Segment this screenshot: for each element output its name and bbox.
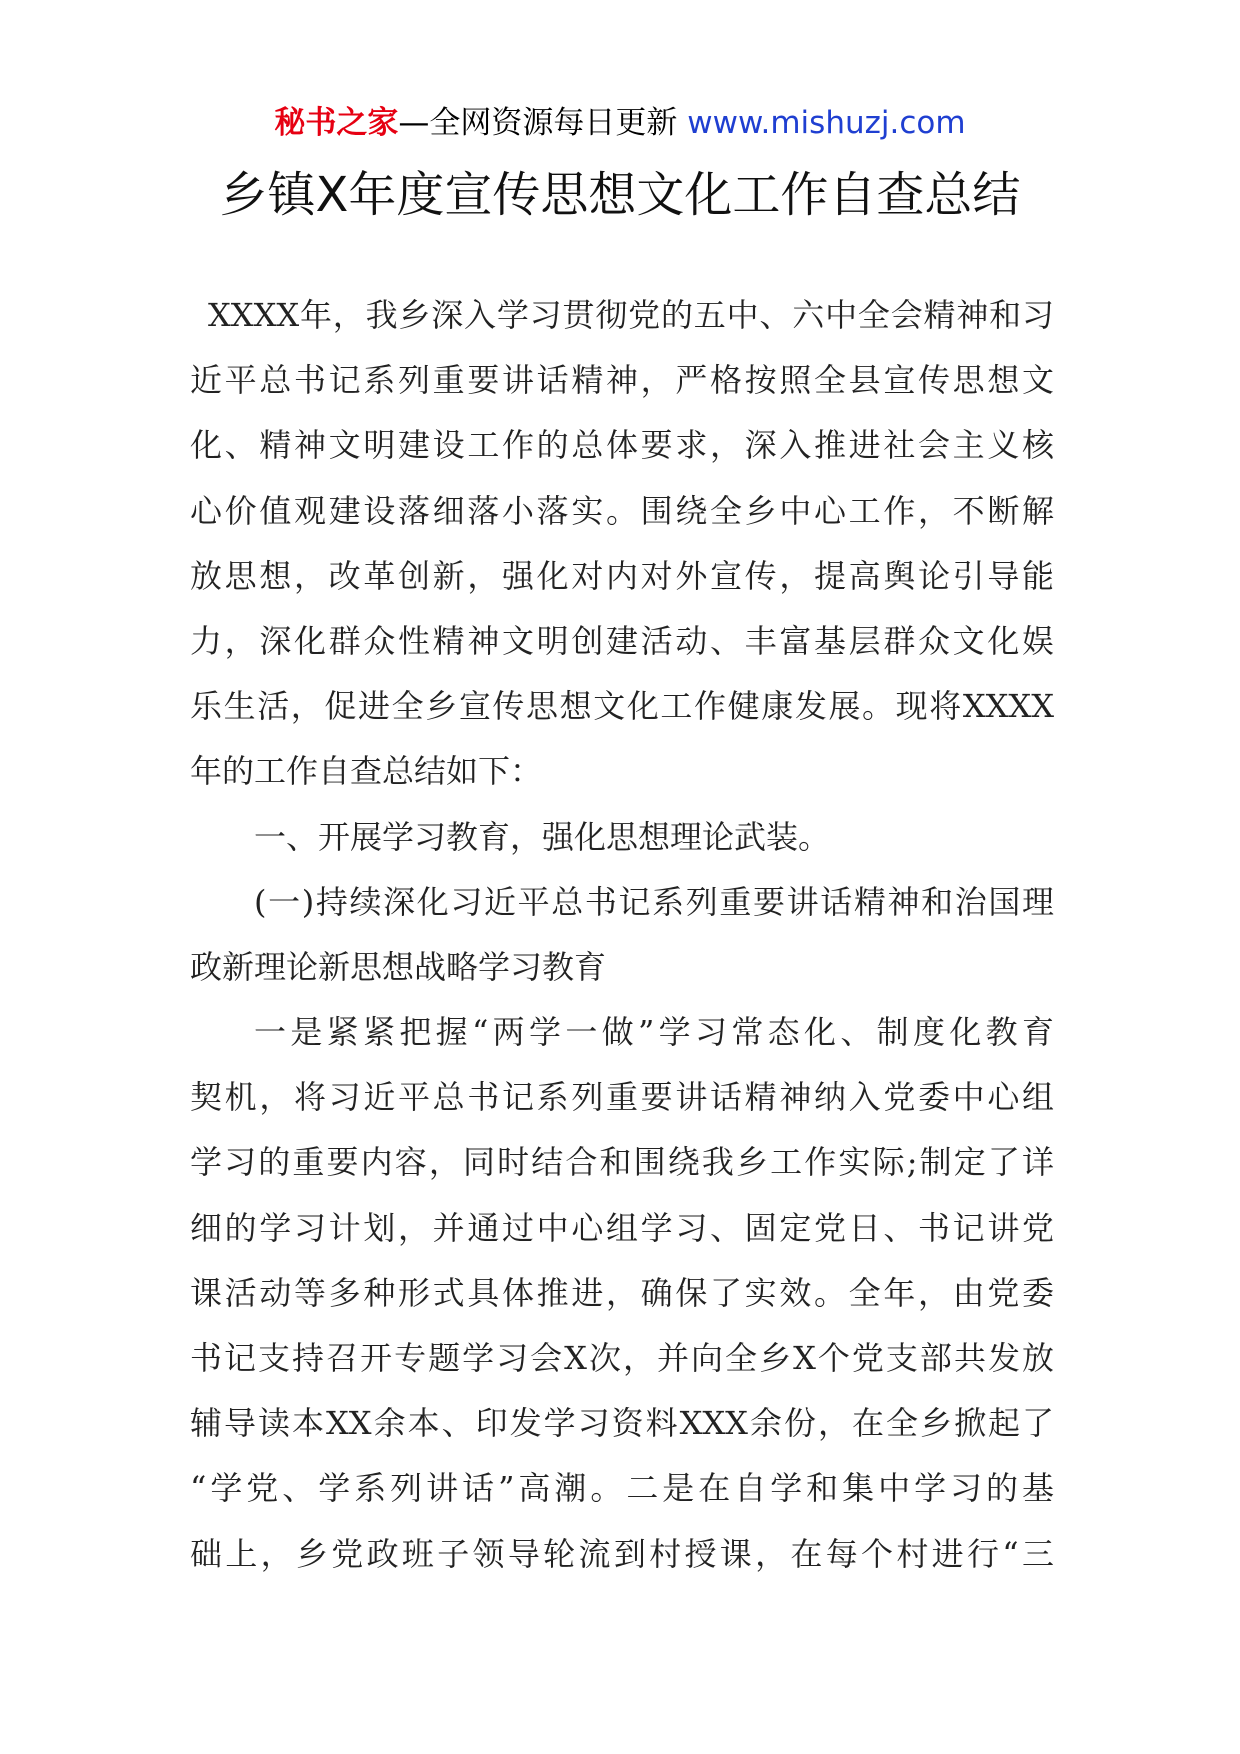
document-title: 乡镇X年度宣传思想文化工作自查总结 bbox=[219, 167, 1021, 223]
text-line: “学党、学系列讲话”高潮。二是在自学和集中学习的基 bbox=[190, 1469, 1054, 1508]
text-line: 近平总书记系列重要讲话精神，严格按照全县宣传思想文 bbox=[190, 361, 1054, 400]
section-heading: 一、开展学习教育，强化思想理论武装。 bbox=[254, 817, 831, 856]
text-line: 课活动等多种形式具体推进，确保了实效。全年，由党委 bbox=[190, 1273, 1054, 1312]
header-tagline: —全网资源每日更新 bbox=[398, 105, 678, 141]
text-line: 学习的重要内容，同时结合和围绕我乡工作实际;制定了详 bbox=[190, 1143, 1054, 1182]
text-line: 辅导读本XX余本、印发学习资料XXX余份，在全乡掀起了 bbox=[190, 1404, 1054, 1443]
text-line: 年的工作自查总结如下： bbox=[190, 752, 543, 791]
text-line: 化、精神文明建设工作的总体要求，深入推进社会主义核 bbox=[190, 426, 1054, 465]
text-line: 放思想，改革创新，强化对内对外宣传，提高舆论引导能 bbox=[190, 556, 1054, 595]
brand-name: 秘书之家 bbox=[274, 105, 399, 141]
text-line: 契机，将习近平总书记系列重要讲话精神纳入党委中心组 bbox=[190, 1078, 1054, 1117]
text-line: 书记支持召开专题学习会X次，并向全乡X个党支部共发放 bbox=[190, 1339, 1054, 1377]
text-line: 心价值观建设落细落小落实。围绕全乡中心工作，不断解 bbox=[190, 491, 1054, 530]
text-line: 力，深化群众性精神文明创建活动、丰富基层群众文化娱 bbox=[190, 621, 1054, 660]
text-line: 一是紧紧把握“两学一做”学习常态化、制度化教育 bbox=[254, 1013, 1054, 1052]
document-body bbox=[190, 283, 1054, 1587]
text-line: 乐生活，促进全乡宣传思想文化工作健康发展。现将XXXX bbox=[190, 687, 1054, 726]
header-banner bbox=[0, 100, 1240, 146]
subsection-heading-continued: 政新理论新思想战略学习教育 bbox=[190, 947, 607, 986]
text-line: XXXX年，我乡深入学习贯彻党的五中、六中全会精神和习 bbox=[208, 296, 1054, 334]
site-url-link[interactable]: www.mishuzj.com bbox=[687, 105, 966, 141]
text-line: 细的学习计划，并通过中心组学习、固定党日、书记讲党 bbox=[190, 1208, 1054, 1247]
text-line: 础上，乡党政班子领导轮流到村授课，在每个村进行“三 bbox=[190, 1534, 1054, 1573]
subsection-heading: (一)持续深化习近平总书记系列重要讲话精神和治国理 bbox=[254, 882, 1054, 921]
